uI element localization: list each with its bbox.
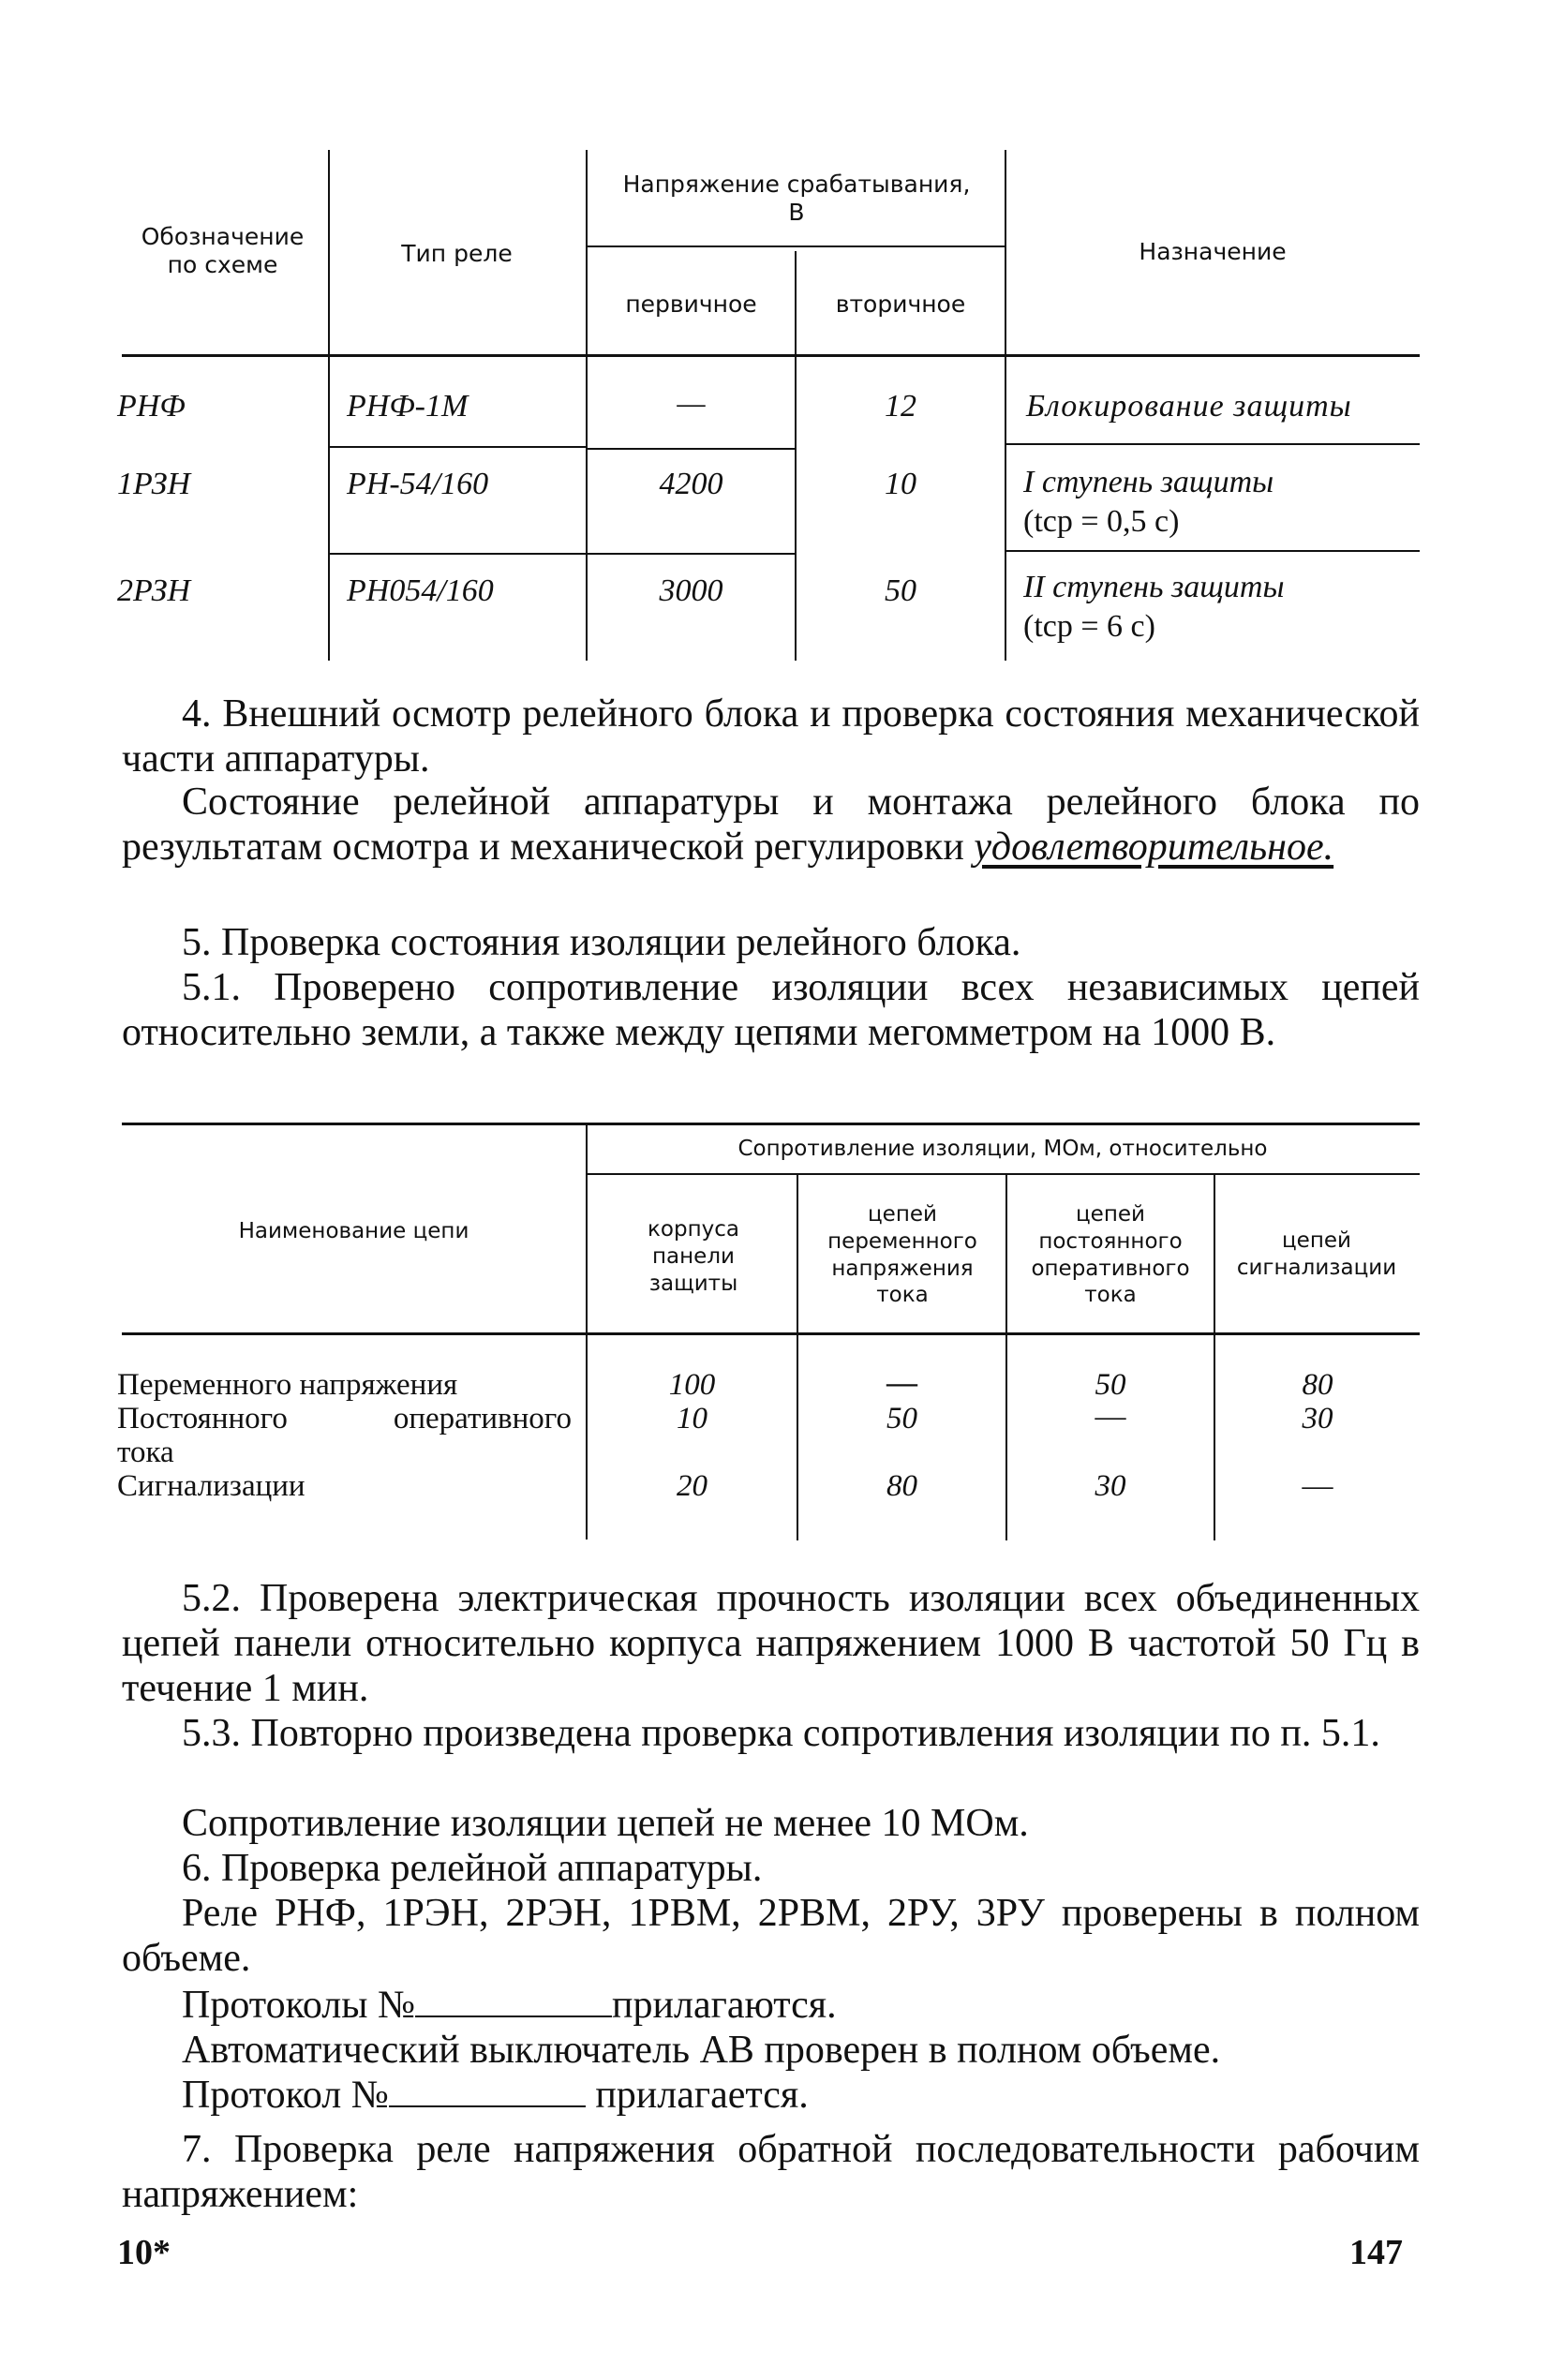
protocols-suffix: прилагаются. [612, 1984, 837, 2027]
table-cell: 50 [886, 1402, 917, 1435]
paragraph-5-1: 5.1. Проверено сопротивление изоляции всех независимых цепей относительно земли, а также между цепями мегомметром на 1000 В. [122, 966, 1420, 1054]
table-cell: II ступень защиты [1023, 570, 1285, 604]
protocols-label: Протоколы № [182, 1984, 416, 2027]
header-resistance-group: Сопротивление изоляции, МОм, относительно [737, 1137, 1268, 1161]
table-cell: — [1302, 1469, 1333, 1503]
state-value: удовлетворительное. [974, 826, 1334, 869]
table-cell: (tср = 6 с) [1023, 609, 1155, 644]
table-cell: 1РЗН [117, 467, 191, 501]
table-cell: 3000 [659, 573, 723, 608]
header-col-signal: цепей сигнализации [1236, 1228, 1397, 1280]
protocol-suffix: прилагается. [595, 2074, 809, 2117]
table-cell: — [886, 1366, 917, 1400]
signature-mark: 10* [117, 2233, 171, 2272]
table-cell: — [677, 386, 706, 421]
table-row-name: Переменного напряжения [117, 1368, 458, 1402]
header-designation: Обозначение по схеме [141, 223, 305, 278]
paragraph-4-state [122, 780, 1420, 870]
table-cell: 50 [1095, 1368, 1126, 1402]
paragraph-5-3: 5.3. Повторно произведена проверка сопротивления изоляции по п. 5.1. [182, 1712, 1380, 1755]
paragraph-protocols [122, 1983, 1420, 2028]
table-cell: РН-54/160 [347, 467, 489, 501]
table-cell: 100 [668, 1368, 716, 1402]
table-cell: 80 [886, 1469, 917, 1503]
table-cell: 30 [1302, 1402, 1333, 1435]
table-cell: РН054/160 [347, 573, 494, 608]
table-row-name: Сигнализации [117, 1469, 305, 1503]
state-text: Состояние релейной аппаратуры и монтажа релейного блока по результатам осмотра и механической регулировки [122, 781, 1420, 869]
table-cell: РНФ [117, 389, 186, 424]
header-col-dc: цепей постоянного оперативного тока [1031, 1202, 1190, 1308]
header-circuit: Наименование цепи [238, 1219, 469, 1243]
protocols-blank [415, 2016, 612, 2017]
paragraph-5-2: 5.2. Проверена электрическая прочность изоляции всех объединенных цепей панели относительно корпуса напряжением 1000 В частотой 50 Гц в течение 1 мин. [122, 1577, 1420, 1710]
table-cell: — [1095, 1400, 1126, 1434]
paragraph-7: 7. Проверка реле напряжения обратной последовательности рабочим напряжением: [122, 2128, 1420, 2216]
header-voltage-group: Напряжение срабатывания, В [622, 171, 971, 226]
header-col-ac: цепей переменного напряжения тока [827, 1202, 977, 1308]
paragraph-5-3-result: Сопротивление изоляции цепей не менее 10 МОм. [182, 1802, 1029, 1845]
table-cell: 12 [885, 389, 916, 424]
paragraph-breaker: Автоматический выключатель АВ проверен в полном объеме. [182, 2029, 1221, 2072]
paragraph-4: 4. Внешний осмотр релейного блока и проверка состояния механической части аппаратуры. [122, 692, 1420, 781]
page-number: 147 [1349, 2233, 1403, 2272]
protocol-blank [389, 2105, 586, 2107]
paragraph-6: 6. Проверка релейной аппаратуры. [182, 1847, 763, 1890]
table-cell: 30 [1095, 1469, 1126, 1503]
table-cell: 4200 [659, 467, 723, 501]
header-purpose: Назначение [1139, 238, 1287, 265]
table-cell: I ступень защиты [1023, 465, 1274, 499]
table-cell: РНФ-1М [347, 389, 469, 424]
table-cell: 2РЗН [117, 573, 191, 608]
paragraph-6-relays: Реле РНФ, 1РЭН, 2РЭН, 1РВМ, 2РВМ, 2РУ, 3РУ проверены в полном объеме. [122, 1892, 1420, 1980]
header-primary: первичное [625, 290, 757, 318]
table-cell: 10 [677, 1402, 707, 1435]
table-cell: 50 [885, 573, 916, 608]
table-cell: Блокирование защиты [1026, 389, 1352, 424]
header-secondary: вторичное [835, 290, 966, 318]
table-cell: 80 [1302, 1368, 1333, 1402]
paragraph-protocol [122, 2073, 1420, 2118]
table-cell: 10 [885, 467, 916, 501]
header-col-case: корпуса панели защиты [648, 1217, 739, 1296]
header-relay-type: Тип реле [401, 240, 513, 267]
paragraph-5: 5. Проверка состояния изоляции релейного блока. [182, 921, 1021, 964]
table-row-name [117, 1402, 572, 1469]
protocol-label: Протокол № [182, 2074, 389, 2117]
table-cell: 20 [677, 1469, 707, 1503]
row-name-text: Постоянного оперативного тока [117, 1402, 572, 1469]
table-cell: (tср = 0,5 с) [1023, 504, 1180, 539]
